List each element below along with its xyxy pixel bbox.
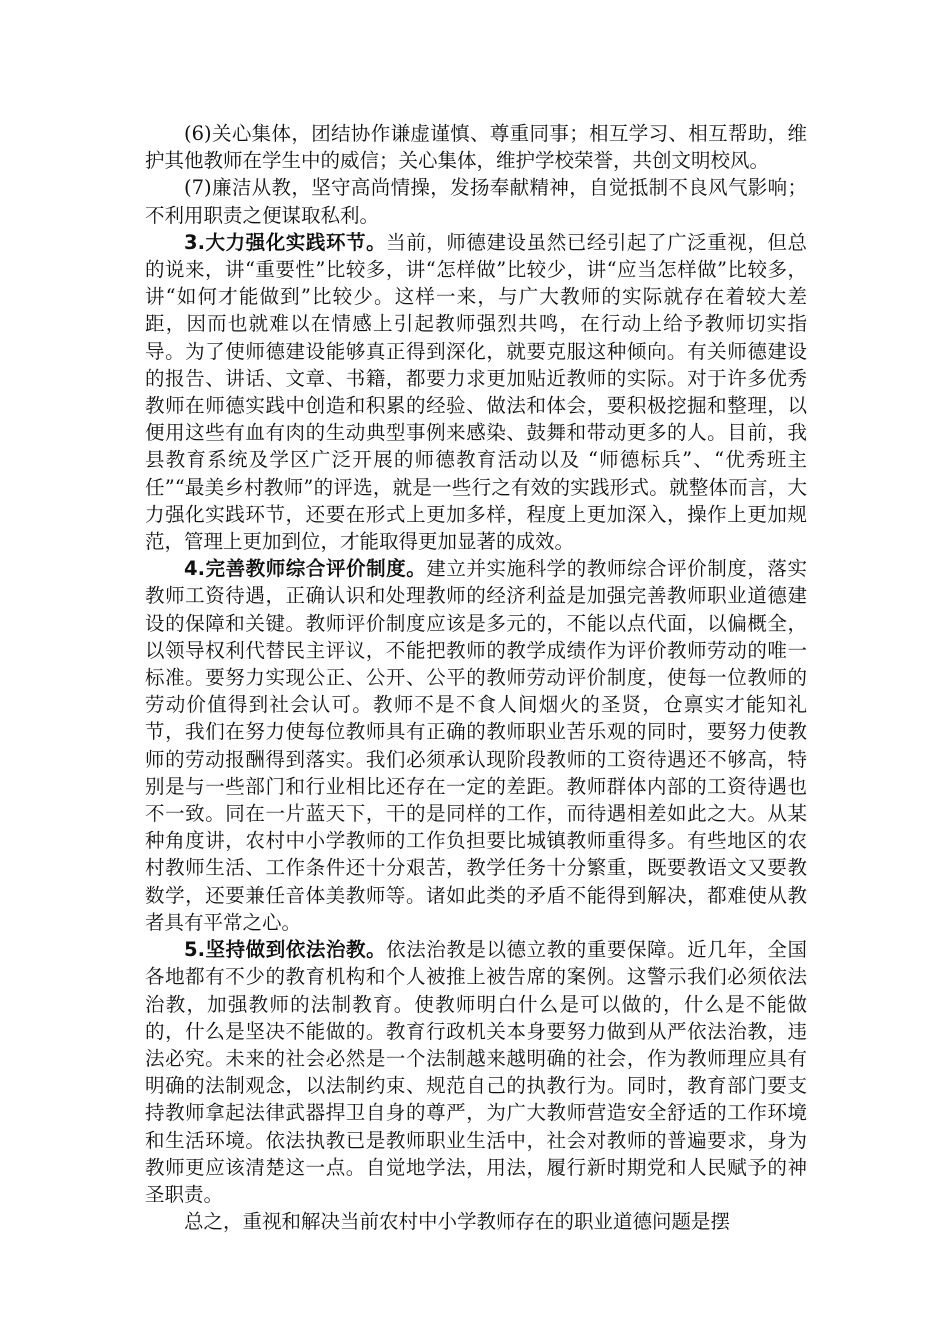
- paragraph-text: 总之，重视和解决当前农村中小学教师存在的职业道德问题是摆: [184, 1210, 731, 1234]
- paragraph-text: 当前，师德建设虽然已经引起了广泛重视，但总的说来，讲“重要性”比较多，讲“怎样做”比较少，讲“应当怎样做”比较多， 讲“如何才能做到”比较少。这样一来，与广大教师的实际就存在着较大差距，因而也就难以在情感上引起教师强烈共鸣，在行动上给予教师切实指导。为了使师德建设能够真正得到深化，就要克服这种倾向。有关师德建设的报告、讲话、文章、书籍，都要力求更加贴近教师的实际。对于许多优秀教师在师德实践中创造和积累的经验、做法和体会，要积极挖掘和整理，以便用这些有血有肉的生动典型事例来感染、鼓舞和带动更多的人。目前，我县教育系统及学区广泛开展的师德教育活动以及 “师德标兵”、“优秀班主任”“最美乡村教师”的评选，就是一些行之有效的实践形式。就整体而言，大力强化实践环节，还要在形式上更加多样，程度上更加深入，操作上更加规范，管理上更加到位，才能取得更加显著的成效。: [145, 230, 807, 554]
- paragraph-text: 依法治教是以德立教的重要保障。近几年，全国各地都有不少的教育机构和个人被推上被告席的案例。这警示我们必须依法治教，加强教师的法制教育。使教师明白什么是可以做的，什么是不能做的，什么是坚决不能做的。教育行政机关本身要努力做到从严依法治教，违法必究。未来的社会必然是一个法制越来越明确的社会，作为教师理应具有明确的法制观念，以法制约束、规范自己的执教行为。同时，教育部门要支持教师拿起法律武器捍卫自身的尊严，为广大教师营造安全舒适的工作环境和生活环境。依法执教已是教师职业生活中，社会对教师的普遍要求，身为教师更应该清楚这一点。自觉地学法，用法，履行新时期党和人民赋予的神圣职责。: [145, 938, 807, 1206]
- document-body: [145, 120, 807, 1235]
- paragraph-text: (6)关心集体，团结协作谦虚谨慎、尊重同事；相互学习、相互帮助，维护其他教师在学生中的威信；关心集体，维护学校荣誉，共创文明校风。: [145, 122, 807, 173]
- section-3-paragraph: [145, 229, 807, 555]
- conclusion-paragraph: [145, 1208, 807, 1235]
- paragraph-text: (7)廉洁从教，坚守高尚情操，发扬奉献精神，自觉抵制不良风气影响；不利用职责之便谋取私利。: [145, 176, 807, 227]
- section-5-paragraph: [145, 936, 807, 1208]
- section-4-paragraph: [145, 555, 807, 936]
- section-heading: 3.大力强化实践环节。: [184, 230, 387, 254]
- paragraph-item-7: [145, 174, 807, 228]
- paragraph-text: 建立并实施科学的教师综合评价制度，落实教师工资待遇，正确认识和处理教师的经济利益是加强完善教师职业道德建设的保障和关键。教师评价制度应该是多元的，不能以点代面，以偏概全，以领导权利代替民主评议，不能把教师的教学成绩作为评价教师劳动的唯一标准。要努力实现公正、公开、公平的教师劳动评价制度，使每一位教师的劳动价值得到社会认可。教师不是不食人间烟火的圣贤，仓禀实才能知礼节，我们在努力使每位教师具有正确的教师职业苦乐观的同时，要努力使教师的劳动报酬得到落实。我们必须承认现阶段教师的工资待遇还不够高，特别是与一些部门和行业相比还存在一定的差距。教师群体内部的工资待遇也不一致。同在一片蓝天下，干的是同样的工作，而待遇相差如此之大。从某种角度讲，农村中小学教师的工作负担要比城镇教师重得多。有些地区的农村教师生活、工作条件还十分艰苦，教学任务十分繁重，既要教语文又要教数学，还要兼任音体美教师等。诸如此类的矛盾不能得到解决，都难使从教者具有平常之心。: [145, 557, 807, 934]
- section-heading: 4.完善教师综合评价制度。: [184, 557, 427, 581]
- section-heading: 5.坚持做到依法治教。: [184, 938, 387, 962]
- paragraph-item-6: [145, 120, 807, 174]
